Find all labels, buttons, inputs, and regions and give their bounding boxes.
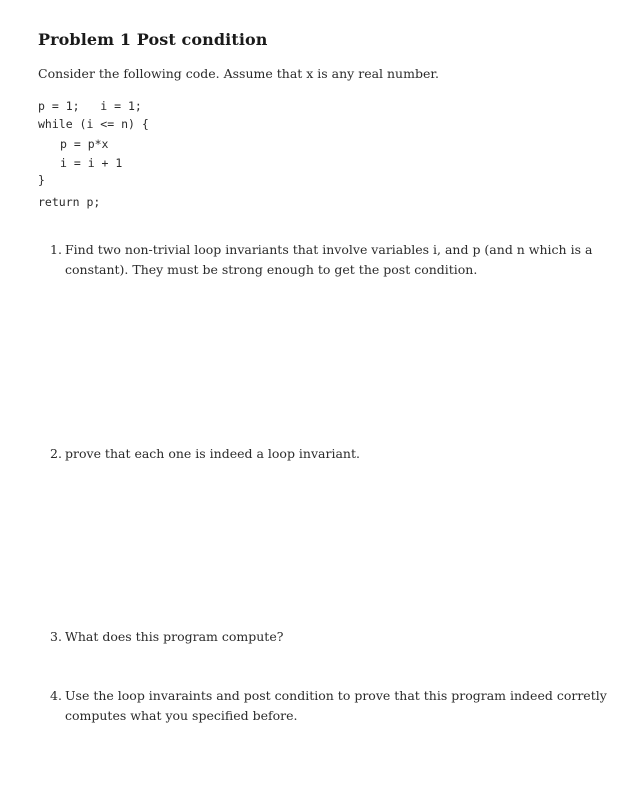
code-line: i = i + 1 [60, 156, 123, 170]
intro-text: Consider the following code. Assume that x is any real number. [38, 66, 439, 81]
question-text: What does this program compute? [65, 629, 284, 644]
question-2 [50, 444, 610, 464]
code-line: return p; [38, 195, 101, 209]
code-line: } [38, 173, 45, 187]
question-text: Use the loop invaraints and post condition to prove that this program indeed corretly computes what you specified before. [65, 688, 607, 723]
question-text: Find two non-trivial loop invariants that involve variables i, and p (and n which is a constant). They must be strong enough to get the post condition. [65, 242, 593, 277]
code-line: p = p*x [60, 137, 109, 151]
question-number: 2. [50, 446, 62, 461]
question-text: prove that each one is indeed a loop invariant. [65, 446, 360, 461]
question-4 [50, 686, 610, 726]
question-3 [50, 627, 610, 647]
code-line: while (i <= n) { [38, 117, 149, 131]
problem-title: Problem 1 Post condition [38, 30, 268, 49]
question-number: 4. [50, 688, 62, 703]
question-1 [50, 240, 610, 280]
code-line: p = 1; i = 1; [38, 99, 142, 113]
question-number: 3. [50, 629, 62, 644]
question-number: 1. [50, 242, 62, 257]
